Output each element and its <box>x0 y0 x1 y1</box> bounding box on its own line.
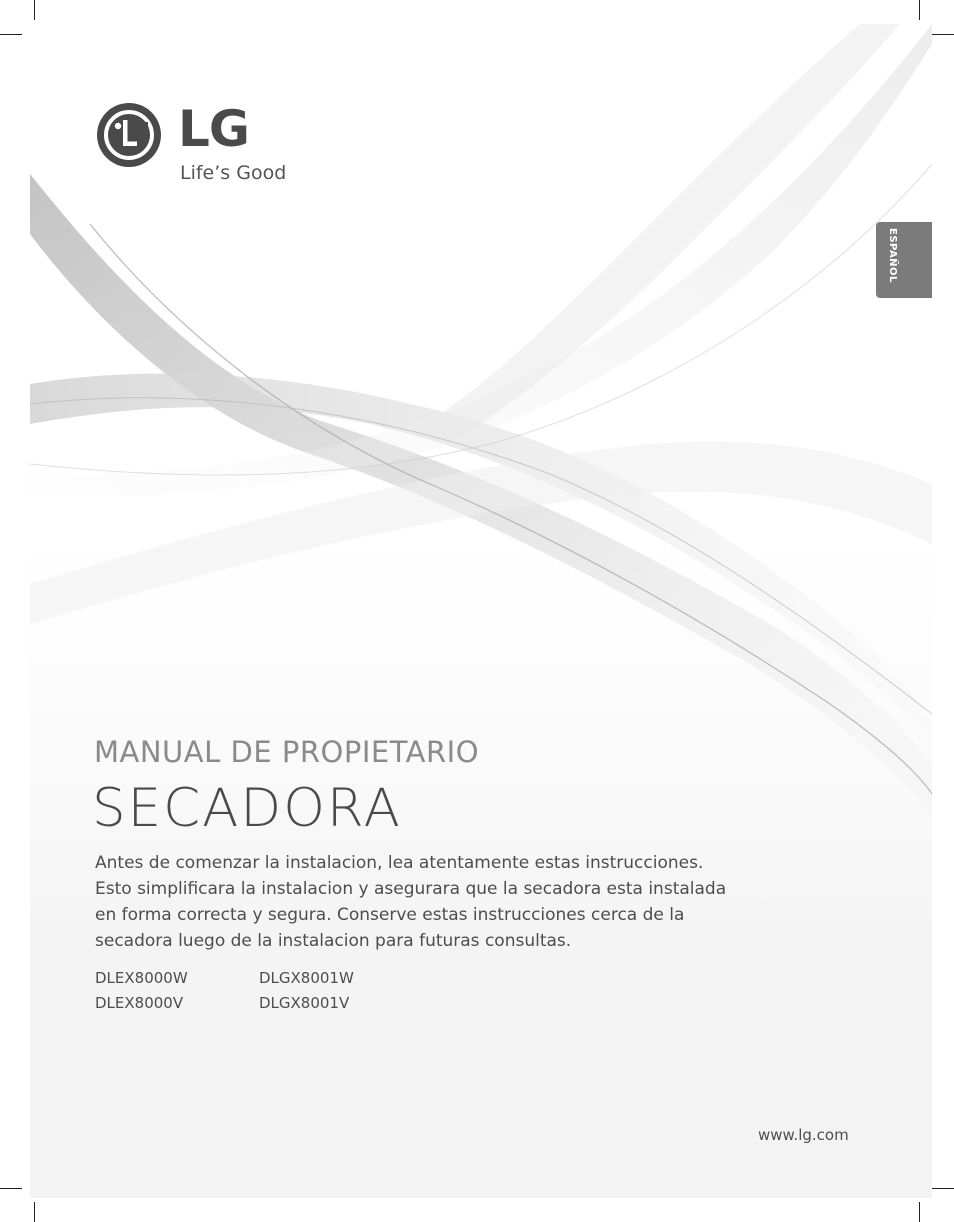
model-number: DLEX8000W <box>95 969 188 987</box>
cover-page <box>30 24 932 1198</box>
intro-paragraph <box>95 850 815 954</box>
lg-logo <box>96 102 356 192</box>
intro-line: Antes de comenzar la instalacion, lea atentamente estas instrucciones. <box>95 853 704 873</box>
logo-wordmark: LG <box>178 100 249 158</box>
logo-tagline: Life’s Good <box>180 162 287 184</box>
language-tab <box>876 222 932 298</box>
model-number: DLGX8001W <box>259 969 354 987</box>
model-column <box>259 966 354 1016</box>
lg-face-logo-icon <box>96 102 162 168</box>
crop-mark <box>932 1188 954 1189</box>
crop-mark <box>34 1202 35 1222</box>
crop-mark <box>919 0 920 20</box>
model-number: DLEX8000V <box>95 994 184 1012</box>
website-link[interactable]: www.lg.com <box>758 1126 849 1144</box>
intro-line: Esto simplificara la instalacion y asegurara que la secadora esta instalada <box>95 879 727 899</box>
crop-mark <box>0 34 22 35</box>
intro-line: secadora luego de la instalacion para futuras consultas. <box>95 931 572 951</box>
model-number: DLGX8001V <box>259 994 350 1012</box>
model-column <box>95 966 188 1016</box>
language-tab-label: ESPAÑOL <box>887 228 898 283</box>
crop-mark <box>0 1188 22 1189</box>
crop-mark <box>34 0 35 20</box>
decorative-waves <box>30 24 932 1198</box>
document-subtitle: MANUAL DE PROPIETARIO <box>94 735 480 769</box>
intro-line: en forma correcta y segura. Conserve estas instrucciones cerca de la <box>95 905 685 925</box>
crop-mark <box>919 1202 920 1222</box>
crop-mark <box>932 34 954 35</box>
document-title: SECADORA <box>92 778 402 839</box>
